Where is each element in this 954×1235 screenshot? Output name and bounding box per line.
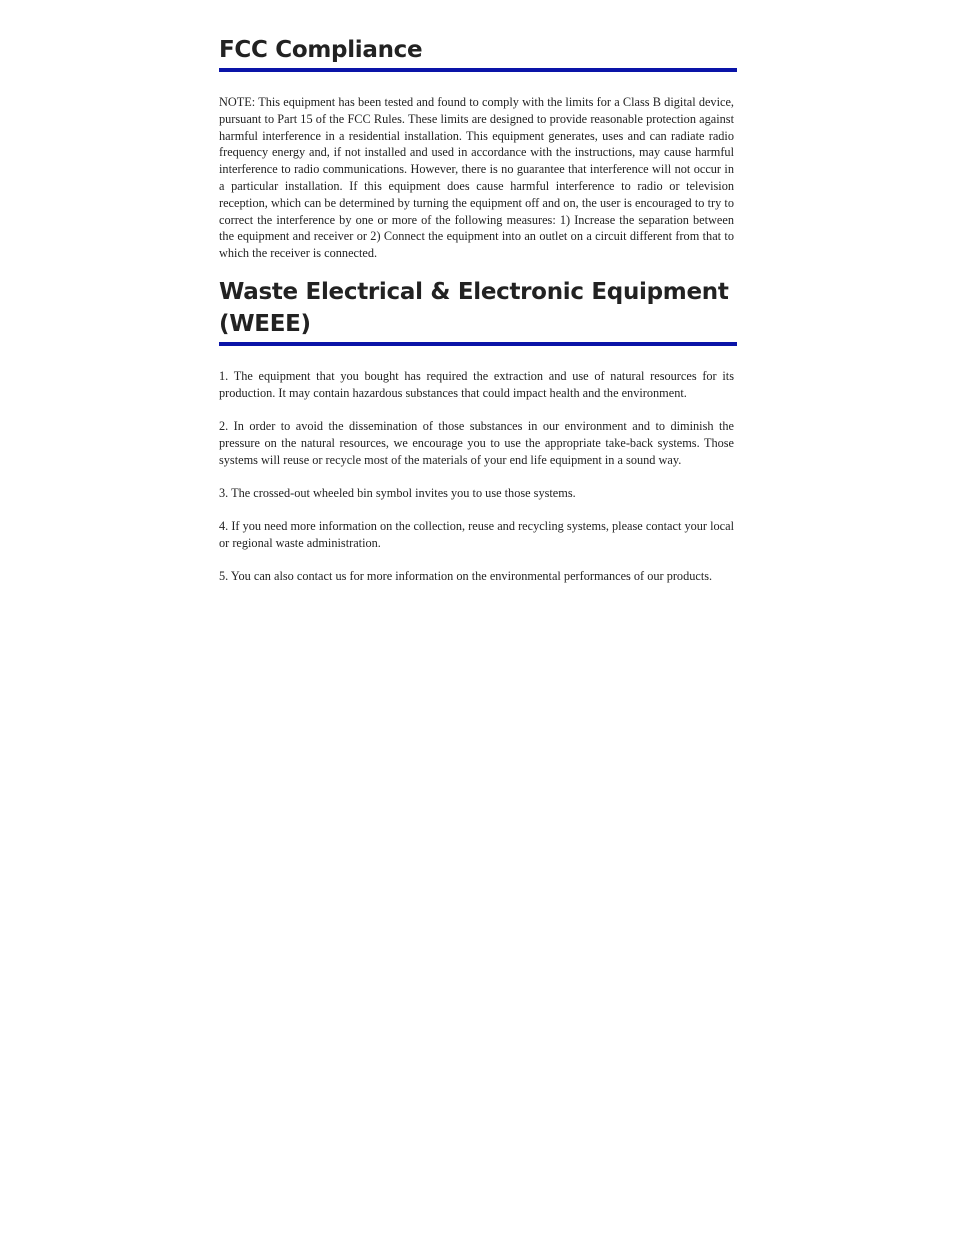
weee-item-1: 1. The equipment that you bought has required the extraction and use of natural resources for its production. It may contain hazardous substances that could impact health and the environment. — [219, 368, 734, 400]
weee-heading-rule — [219, 342, 737, 346]
weee-item-2: 2. In order to avoid the dissemination of those substances in our environment and to diminish the pressure on the natural resources, we encourage you to use the appropriate take-back systems. Those systems will reuse or recycle most of the materials of your end life equipment in a sound way. — [219, 419, 734, 467]
weee-section — [219, 276, 737, 585]
weee-heading: Waste Electrical & Electronic Equipment (WEEE) — [219, 278, 729, 337]
weee-body — [219, 368, 734, 585]
fcc-body — [219, 94, 734, 262]
weee-item-5: 5. You can also contact us for more information on the environmental performances of our products. — [219, 569, 713, 584]
fcc-heading-rule — [219, 68, 737, 72]
weee-item-4: 4. If you need more information on the collection, reuse and recycling systems, please contact your local or regional waste administration. — [219, 519, 734, 551]
fcc-heading: FCC Compliance — [219, 37, 423, 63]
weee-item-3: 3. The crossed-out wheeled bin symbol invites you to use those systems. — [219, 485, 576, 500]
document-page — [219, 34, 737, 585]
fcc-section — [219, 34, 737, 262]
fcc-paragraph: NOTE: This equipment has been tested and found to comply with the limits for a Class B digital device, pursuant to Part 15 of the FCC Rules. These limits are designed to provide reasonable protection against harmful interference in a residential installation. This equipment generates, uses and can radiate radio frequency energy and, if not installed and used in accordance with the instructions, may cause harmful interference to radio communications. However, there is no guarantee that interference will not occur in a particular installation. If this equipment does cause harmful interference to radio or television reception, which can be determined by turning the equipment off and on, the user is encouraged to try to correct the interference by one or more of the following measures: 1) Increase the separation between the equipment and receiver or 2) Connect the equipment into an outlet on a circuit different from that to which the receiver is connected. — [219, 95, 734, 261]
